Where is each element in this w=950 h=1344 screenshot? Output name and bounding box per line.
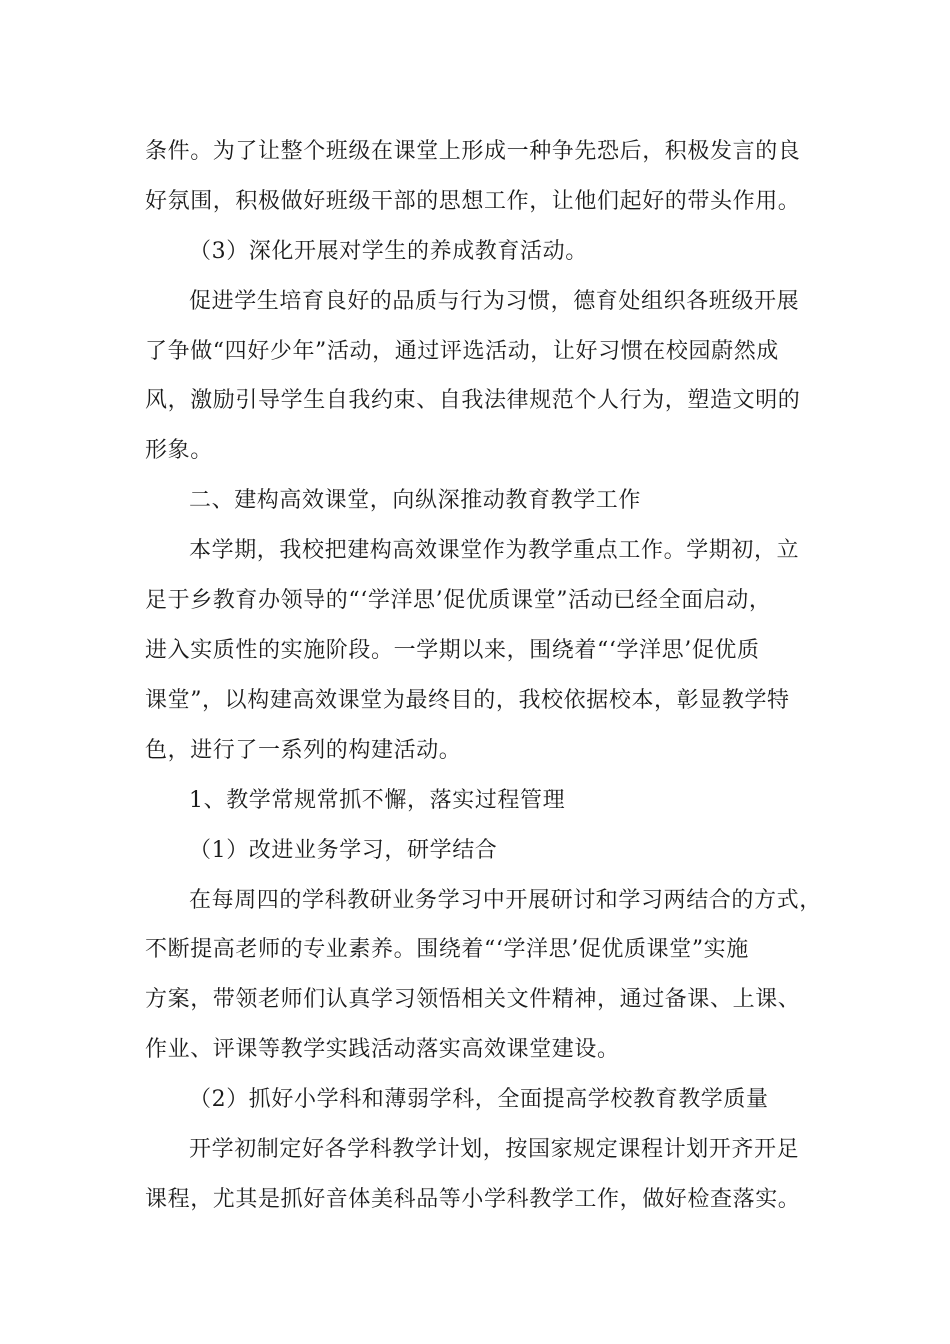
paragraph-line: 在每周四的学科教研业务学习中开展研讨和学习两结合的方式，: [189, 888, 822, 913]
subheading: （3）深化开展对学生的养成教育活动。: [189, 239, 588, 264]
paragraph-line: 形象。: [145, 438, 213, 463]
paragraph-line: 课程，尤其是抓好音体美科品等小学科教学工作，做好检查落实。: [145, 1187, 801, 1212]
paragraph-line: 色，进行了一系列的构建活动。: [145, 738, 462, 763]
paragraph-line: 进入实质性的实施阶段。一学期以来，围绕着“‘学洋思’促优质: [145, 638, 760, 663]
subheading: （2）抓好小学科和薄弱学科，全面提高学校教育教学质量: [189, 1087, 769, 1112]
paragraph-line: 方案，带领老师们认真学习领悟相关文件精神，通过备课、上课、: [145, 987, 801, 1012]
paragraph-line: 本学期，我校把建构高效课堂作为教学重点工作。学期初，立: [189, 538, 800, 563]
paragraph-line: 课堂”，以构建高效课堂为最终目的，我校依据校本，彰显教学特: [145, 688, 790, 713]
paragraph-line: 风，激励引导学生自我约束、自我法律规范个人行为，塑造文明的: [145, 388, 801, 413]
paragraph-line: 了争做“四好少年”活动，通过评选活动，让好习惯在校园蔚然成: [145, 339, 779, 364]
section-heading: 二、建构高效课堂，向纵深推动教育教学工作: [189, 488, 642, 513]
paragraph-line: 作业、评课等教学实践活动落实高效课堂建设。: [145, 1037, 620, 1062]
subheading: 1、教学常规常抓不懈，落实过程管理: [189, 788, 566, 813]
paragraph-line: 条件。为了让整个班级在课堂上形成一种争先恐后，积极发言的良: [145, 139, 801, 164]
paragraph-line: 好氛围，积极做好班级干部的思想工作，让他们起好的带头作用。: [145, 189, 801, 214]
paragraph-line: 足于乡教育办领导的“‘学洋思’促优质课堂”活动已经全面启动，: [145, 588, 772, 613]
paragraph-line: 不断提高老师的专业素养。围绕着“‘学洋思’促优质课堂”实施: [145, 937, 749, 962]
paragraph-line: 促进学生培育良好的品质与行为习惯，德育处组织各班级开展: [189, 289, 800, 314]
paragraph-line: 开学初制定好各学科教学计划，按国家规定课程计划开齐开足: [189, 1137, 800, 1162]
subheading: （1）改进业务学习，研学结合: [189, 838, 498, 863]
